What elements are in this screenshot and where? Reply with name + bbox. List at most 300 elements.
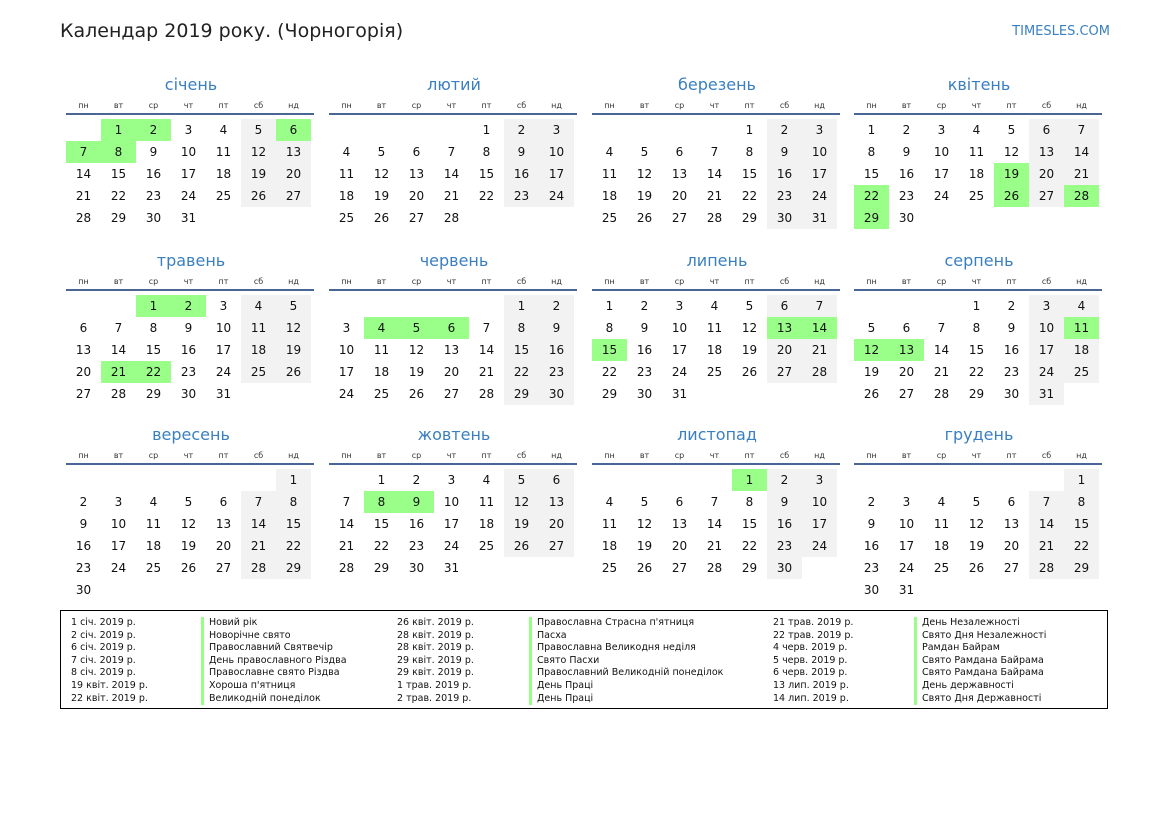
day-cell: 5 (241, 119, 276, 141)
day-cell: 12 (636, 167, 653, 181)
month-name: січень (164, 75, 218, 94)
day-cell: 14 (802, 317, 837, 339)
day-cell: 15 (110, 167, 127, 181)
day-cell: 20 (276, 163, 311, 185)
month-name: грудень (944, 425, 1014, 444)
day-cell: 29 (373, 561, 390, 575)
empty-cell (399, 295, 434, 317)
weekday-label: пн (341, 277, 352, 286)
day-cell: 7 (114, 321, 123, 335)
day-cell: 7 (241, 491, 276, 513)
weekday-label: ср (148, 451, 159, 460)
day-cell: 26 (504, 535, 539, 557)
day-cell: 20 (1003, 539, 1020, 553)
day-cell: 9 (1007, 321, 1016, 335)
holiday-name: День Праці (529, 693, 723, 706)
day-cell: 14 (1064, 141, 1099, 163)
empty-cell (924, 469, 959, 491)
weekday-label: ср (411, 101, 422, 110)
day-grid (329, 119, 577, 229)
day-grid (66, 119, 314, 229)
weekday-label: чт (446, 101, 457, 110)
weekday-label: чт (709, 451, 720, 460)
day-cell: 29 (1064, 557, 1099, 579)
day-cell: 25 (706, 365, 723, 379)
day-cell: 1 (504, 295, 539, 317)
day-cell: 6 (276, 119, 311, 141)
empty-cell (854, 295, 889, 317)
day-cell: 9 (539, 317, 574, 339)
day-cell: 6 (902, 321, 911, 335)
day-cell: 16 (504, 163, 539, 185)
weekday-label: пт (1006, 277, 1017, 286)
day-cell: 3 (802, 119, 837, 141)
month-name: травень (156, 251, 226, 270)
day-cell: 16 (539, 339, 574, 361)
day-cell: 4 (364, 317, 399, 339)
holiday-name: Православне свято Різдва (201, 667, 347, 680)
day-cell: 30 (863, 583, 880, 597)
day-cell: 6 (434, 317, 469, 339)
day-cell: 23 (863, 561, 880, 575)
day-cell: 5 (867, 321, 876, 335)
day-cell: 15 (504, 339, 539, 361)
day-cell: 23 (408, 539, 425, 553)
day-cell: 21 (478, 365, 495, 379)
weekday-label: вт (376, 101, 387, 110)
day-cell: 19 (636, 539, 653, 553)
empty-cell (627, 469, 662, 491)
month-name: липень (686, 251, 748, 270)
day-cell: 7 (447, 145, 456, 159)
day-cell: 18 (1064, 339, 1099, 361)
holiday-date: 19 квіт. 2019 р. (71, 679, 148, 691)
weekday-label: нд (288, 451, 299, 460)
day-cell: 28 (706, 211, 723, 225)
weekday-label: сб (1041, 277, 1052, 286)
month (331, 423, 577, 579)
empty-cell (364, 295, 399, 317)
day-cell: 10 (215, 321, 232, 335)
day-cell: 1 (276, 469, 311, 491)
day-cell: 21 (1029, 535, 1064, 557)
day-cell: 15 (968, 343, 985, 357)
day-cell: 30 (767, 557, 802, 579)
day-cell: 13 (215, 517, 232, 531)
day-cell: 30 (539, 383, 574, 405)
month (856, 423, 1102, 601)
day-cell: 24 (933, 189, 950, 203)
day-cell: 15 (741, 517, 758, 531)
day-cell: 10 (338, 343, 355, 357)
weekday-label: чт (709, 101, 720, 110)
day-cell: 13 (75, 343, 92, 357)
day-cell: 19 (968, 539, 985, 553)
holiday-name: Великодній понеділок (201, 693, 347, 706)
day-cell: 8 (745, 145, 754, 159)
day-cell: 7 (937, 321, 946, 335)
weekday-label: пт (1006, 101, 1017, 110)
holiday-date: 5 черв. 2019 р. (773, 654, 848, 666)
day-cell: 5 (1007, 123, 1016, 137)
day-cell: 12 (504, 491, 539, 513)
month (331, 249, 577, 405)
day-cell: 14 (241, 513, 276, 535)
holiday-date: 22 квіт. 2019 р. (71, 692, 148, 704)
day-cell: 11 (241, 317, 276, 339)
weekday-header (854, 449, 1102, 465)
day-cell: 6 (219, 495, 228, 509)
day-cell: 7 (482, 321, 491, 335)
day-cell: 27 (75, 387, 92, 401)
day-grid (854, 119, 1102, 229)
day-cell: 1 (605, 299, 614, 313)
day-cell: 19 (994, 163, 1029, 185)
day-cell: 5 (377, 145, 386, 159)
weekday-label: пн (78, 277, 89, 286)
day-cell: 21 (706, 539, 723, 553)
day-cell: 22 (741, 189, 758, 203)
weekday-label: чт (446, 451, 457, 460)
day-cell: 2 (1007, 299, 1016, 313)
empty-cell (101, 469, 136, 491)
empty-cell (101, 295, 136, 317)
empty-cell (241, 469, 276, 491)
holiday-name: Свято Рамдана Байрама (914, 655, 1046, 668)
weekday-label: нд (288, 277, 299, 286)
day-cell: 29 (504, 383, 539, 405)
day-cell: 12 (276, 317, 311, 339)
day-cell: 22 (1064, 535, 1099, 557)
day-cell: 25 (968, 189, 985, 203)
day-cell: 11 (968, 145, 985, 159)
day-cell: 28 (338, 561, 355, 575)
day-cell: 5 (399, 317, 434, 339)
day-cell: 21 (443, 189, 460, 203)
weekday-label: вт (639, 101, 650, 110)
day-cell: 11 (706, 321, 723, 335)
day-cell: 15 (1064, 513, 1099, 535)
weekday-label: сб (1041, 451, 1052, 460)
day-cell: 6 (1029, 119, 1064, 141)
day-grid (592, 119, 840, 229)
day-cell: 3 (342, 321, 351, 335)
day-cell: 18 (933, 539, 950, 553)
day-cell: 31 (898, 583, 915, 597)
day-cell: 30 (75, 583, 92, 597)
weekday-label: чт (709, 277, 720, 286)
day-cell: 14 (443, 167, 460, 181)
day-cell: 24 (539, 185, 574, 207)
day-cell: 11 (373, 343, 390, 357)
empty-cell (592, 469, 627, 491)
weekday-label: пт (218, 451, 229, 460)
day-cell: 14 (933, 343, 950, 357)
day-cell: 31 (1029, 383, 1064, 405)
day-cell: 16 (408, 517, 425, 531)
day-cell: 21 (706, 189, 723, 203)
day-cell: 18 (145, 539, 162, 553)
weekday-label: сб (253, 277, 264, 286)
day-cell: 29 (601, 387, 618, 401)
day-cell: 13 (443, 343, 460, 357)
day-cell: 13 (767, 317, 802, 339)
empty-cell (206, 469, 241, 491)
day-cell: 22 (373, 539, 390, 553)
day-cell: 25 (338, 211, 355, 225)
day-cell: 20 (75, 365, 92, 379)
empty-cell (854, 469, 889, 491)
day-cell: 18 (478, 517, 495, 531)
holiday-date: 2 трав. 2019 р. (397, 692, 472, 704)
day-cell: 14 (338, 517, 355, 531)
weekday-label: нд (814, 101, 825, 110)
day-cell: 23 (75, 561, 92, 575)
weekday-label: вт (113, 101, 124, 110)
day-cell: 26 (373, 211, 390, 225)
day-cell: 27 (671, 211, 688, 225)
day-cell: 17 (539, 163, 574, 185)
day-cell: 10 (1029, 317, 1064, 339)
month (856, 73, 1102, 229)
day-cell: 8 (504, 317, 539, 339)
day-cell: 6 (412, 145, 421, 159)
holiday-name: Новий рік (201, 617, 347, 630)
day-cell: 20 (898, 365, 915, 379)
holiday-dates-column (397, 617, 474, 705)
holiday-name: Новорічне свято (201, 630, 347, 643)
weekday-label: пн (341, 451, 352, 460)
weekday-label: пн (604, 451, 615, 460)
weekday-label: вт (639, 451, 650, 460)
holiday-list (60, 610, 1108, 709)
day-cell: 28 (1064, 185, 1099, 207)
day-cell: 29 (276, 557, 311, 579)
day-cell: 11 (478, 495, 495, 509)
day-cell: 29 (968, 387, 985, 401)
day-cell: 8 (101, 141, 136, 163)
empty-cell (136, 469, 171, 491)
month-name: жовтень (417, 425, 491, 444)
day-cell: 14 (1029, 513, 1064, 535)
day-cell: 2 (412, 473, 421, 487)
day-cell: 6 (675, 145, 684, 159)
day-cell: 30 (408, 561, 425, 575)
weekday-label: нд (551, 451, 562, 460)
weekday-header (854, 275, 1102, 291)
day-cell: 7 (802, 295, 837, 317)
day-cell: 13 (889, 339, 924, 361)
day-cell: 12 (373, 167, 390, 181)
month-name: червень (419, 251, 489, 270)
day-cell: 17 (933, 167, 950, 181)
day-cell: 3 (902, 495, 911, 509)
day-cell: 21 (75, 189, 92, 203)
day-cell: 29 (741, 211, 758, 225)
day-cell: 9 (149, 145, 158, 159)
day-cell: 19 (276, 339, 311, 361)
day-cell: 1 (377, 473, 386, 487)
day-cell: 10 (443, 495, 460, 509)
day-cell: 5 (972, 495, 981, 509)
day-cell: 23 (767, 185, 802, 207)
holiday-name: День православного Різдва (201, 655, 347, 668)
day-cell: 10 (898, 517, 915, 531)
weekday-label: нд (814, 277, 825, 286)
day-cell: 9 (79, 517, 88, 531)
day-cell: 18 (601, 189, 618, 203)
day-cell: 13 (1003, 517, 1020, 531)
day-cell: 25 (1064, 361, 1099, 383)
holiday-date: 6 черв. 2019 р. (773, 667, 848, 679)
day-cell: 27 (767, 361, 802, 383)
day-cell: 11 (338, 167, 355, 181)
weekday-label: пт (744, 277, 755, 286)
weekday-label: нд (814, 451, 825, 460)
day-cell: 22 (136, 361, 171, 383)
weekday-label: пт (481, 451, 492, 460)
day-cell: 10 (180, 145, 197, 159)
weekday-label: ср (936, 451, 947, 460)
day-cell: 5 (640, 145, 649, 159)
month (68, 423, 314, 601)
day-cell: 25 (241, 361, 276, 383)
day-cell: 12 (968, 517, 985, 531)
weekday-label: сб (516, 451, 527, 460)
day-cell: 31 (443, 561, 460, 575)
weekday-label: ср (411, 451, 422, 460)
day-cell: 26 (994, 185, 1029, 207)
day-cell: 27 (539, 535, 574, 557)
page-title: Календар 2019 року. (Чорногорія) (60, 20, 404, 42)
weekday-label: пт (218, 277, 229, 286)
day-cell: 5 (504, 469, 539, 491)
day-cell: 29 (854, 207, 889, 229)
month-name: листопад (677, 425, 757, 444)
day-cell: 8 (364, 491, 399, 513)
day-cell: 17 (110, 539, 127, 553)
day-cell: 13 (276, 141, 311, 163)
weekday-label: ср (674, 277, 685, 286)
day-cell: 29 (145, 387, 162, 401)
day-cell: 3 (184, 123, 193, 137)
day-cell: 2 (504, 119, 539, 141)
day-cell: 7 (1029, 491, 1064, 513)
day-cell: 9 (399, 491, 434, 513)
day-cell: 17 (802, 513, 837, 535)
day-cell: 22 (601, 365, 618, 379)
day-cell: 2 (136, 119, 171, 141)
day-cell: 2 (902, 123, 911, 137)
day-cell: 28 (75, 211, 92, 225)
day-cell: 18 (215, 167, 232, 181)
month-name: лютий (427, 75, 481, 94)
day-cell: 22 (276, 535, 311, 557)
day-cell: 2 (867, 495, 876, 509)
day-cell: 10 (933, 145, 950, 159)
day-cell: 19 (373, 189, 390, 203)
empty-cell (627, 119, 662, 141)
day-cell: 11 (145, 517, 162, 531)
day-cell: 16 (636, 343, 653, 357)
day-cell: 8 (745, 495, 754, 509)
day-cell: 6 (1007, 495, 1016, 509)
weekday-label: пт (218, 101, 229, 110)
day-cell: 30 (636, 387, 653, 401)
day-cell: 20 (539, 513, 574, 535)
day-cell: 16 (898, 167, 915, 181)
day-cell: 27 (1003, 561, 1020, 575)
day-cell: 18 (968, 167, 985, 181)
day-cell: 1 (972, 299, 981, 313)
day-cell: 9 (867, 517, 876, 531)
site-link[interactable]: TIMESLES.COM (1012, 24, 1110, 39)
empty-cell (66, 469, 101, 491)
weekday-label: чт (446, 277, 457, 286)
day-cell: 26 (636, 561, 653, 575)
day-cell: 31 (802, 207, 837, 229)
day-cell: 6 (767, 295, 802, 317)
day-cell: 4 (710, 299, 719, 313)
day-cell: 21 (1064, 163, 1099, 185)
weekday-label: нд (1076, 101, 1087, 110)
day-cell: 4 (219, 123, 228, 137)
holiday-names-column (201, 617, 347, 705)
weekday-label: пн (341, 101, 352, 110)
day-cell: 29 (741, 561, 758, 575)
day-cell: 19 (241, 163, 276, 185)
day-cell: 26 (863, 387, 880, 401)
day-cell: 19 (636, 189, 653, 203)
month-name: серпень (944, 251, 1014, 270)
day-cell: 17 (898, 539, 915, 553)
day-cell: 16 (180, 343, 197, 357)
day-cell: 17 (443, 517, 460, 531)
day-cell: 13 (1029, 141, 1064, 163)
day-cell: 30 (767, 207, 802, 229)
day-cell: 28 (110, 387, 127, 401)
day-cell: 17 (802, 163, 837, 185)
day-cell: 3 (802, 469, 837, 491)
day-cell: 4 (937, 495, 946, 509)
day-cell: 15 (741, 167, 758, 181)
day-cell: 19 (408, 365, 425, 379)
day-cell: 6 (675, 495, 684, 509)
day-cell: 14 (75, 167, 92, 181)
day-cell: 28 (1029, 557, 1064, 579)
day-cell: 31 (215, 387, 232, 401)
day-cell: 8 (1064, 491, 1099, 513)
weekday-label: нд (551, 277, 562, 286)
weekday-label: вт (901, 277, 912, 286)
day-cell: 5 (184, 495, 193, 509)
day-cell: 2 (79, 495, 88, 509)
empty-cell (697, 469, 732, 491)
holiday-name: Свято Дня Державності (914, 693, 1046, 706)
day-cell: 26 (968, 561, 985, 575)
day-cell: 4 (241, 295, 276, 317)
holiday-name: Православний Святвечір (201, 642, 347, 655)
day-cell: 23 (539, 361, 574, 383)
holiday-name: Хороша п'ятниця (201, 680, 347, 693)
holiday-names-column (914, 617, 1046, 705)
holiday-name: День Незалежності (914, 617, 1046, 630)
weekday-label: нд (551, 101, 562, 110)
day-cell: 3 (539, 119, 574, 141)
day-cell: 4 (605, 495, 614, 509)
empty-cell (959, 469, 994, 491)
day-cell: 23 (898, 189, 915, 203)
